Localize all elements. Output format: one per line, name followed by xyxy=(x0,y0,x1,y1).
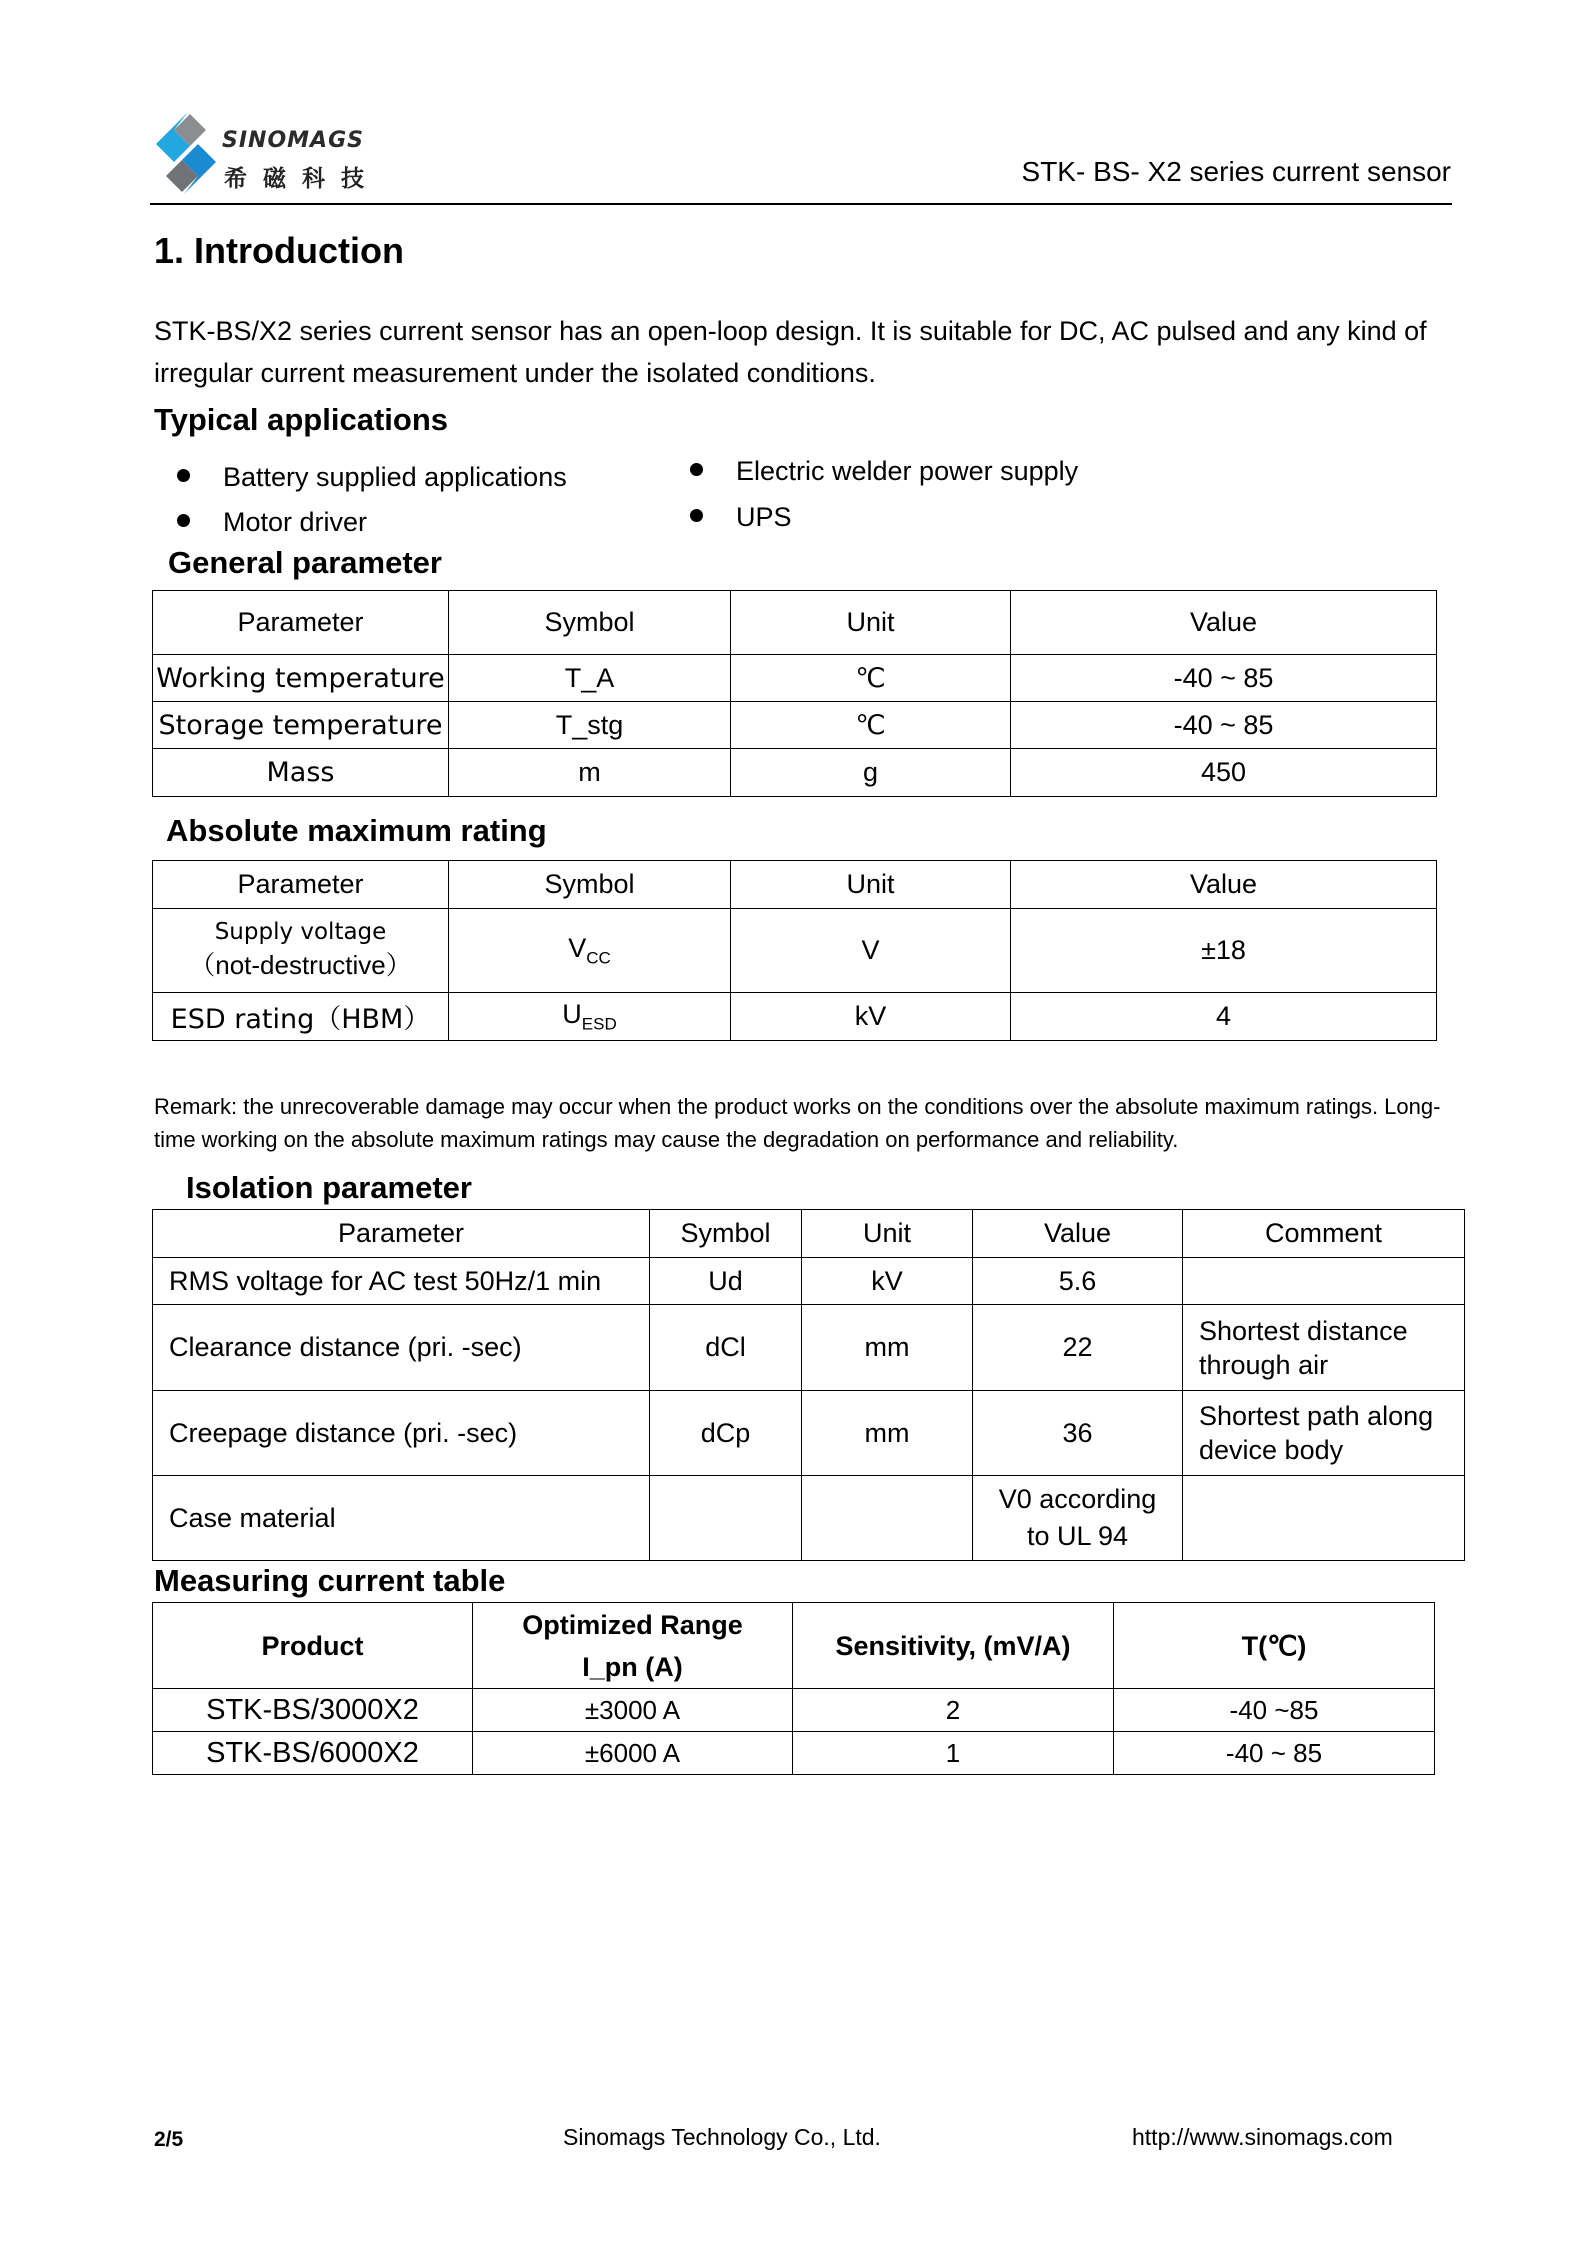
table-row xyxy=(153,1732,1435,1775)
list-item: Motor driver xyxy=(223,507,367,538)
table-header-cell: Value xyxy=(973,1210,1183,1258)
table-header-cell: Sensitivity, (mV/A) xyxy=(793,1603,1114,1689)
section-title: 1. Introduction xyxy=(154,230,404,271)
table-cell: ℃ xyxy=(731,702,1011,749)
table-header-cell: Parameter xyxy=(153,1210,650,1258)
table-cell xyxy=(650,1476,802,1561)
table-cell: ±6000 A xyxy=(473,1732,793,1775)
table-header-cell: Unit xyxy=(802,1210,973,1258)
table-cell: $V_{CC}$ xyxy=(449,909,731,993)
table-cell: kV xyxy=(731,993,1011,1041)
list-item: UPS xyxy=(736,502,792,533)
intro-paragraph: STK-BS/X2 series current sensor has an open-loop design. It is suitable for DC, AC pulsed and any kind of irregular current measurement under the isolated conditions. xyxy=(154,316,1427,388)
logo-chinese-name: 希磁科技 xyxy=(224,166,380,192)
bullet-icon xyxy=(690,463,703,476)
table-cell: Clearance distance (pri. -sec) xyxy=(153,1305,650,1391)
table-header-cell: Parameter xyxy=(153,861,449,909)
footer-url[interactable]: http://www.sinomags.com xyxy=(1132,2124,1393,2150)
table-cell: -40 ~85 xyxy=(1114,1689,1435,1732)
header-divider xyxy=(150,203,1452,205)
table-row xyxy=(153,909,1437,993)
absolute-maximum-title: Absolute maximum rating xyxy=(166,813,547,848)
table-header-cell: Symbol xyxy=(449,861,731,909)
document-title: STK- BS- X2 series current sensor xyxy=(1021,156,1451,187)
table-cell: dCl xyxy=(650,1305,802,1391)
isolation-parameter-table xyxy=(152,1209,1465,1561)
table-cell: 22 xyxy=(973,1305,1183,1391)
table-header-row xyxy=(153,861,1437,909)
table-cell: 36 xyxy=(973,1391,1183,1476)
absolute-maximum-table xyxy=(152,860,1437,1041)
table-row xyxy=(153,993,1437,1041)
measuring-table-title: Measuring current table xyxy=(154,1563,506,1598)
table-cell: RMS voltage for AC test 50Hz/1 min xyxy=(153,1258,650,1305)
table-header-cell: Unit xyxy=(731,861,1011,909)
logo-name: SINOMAGS xyxy=(222,128,364,153)
measuring-current-table xyxy=(152,1602,1435,1775)
table-cell: T_A xyxy=(449,655,731,702)
table-row xyxy=(153,1476,1465,1561)
table-cell: 5.6 xyxy=(973,1258,1183,1305)
table-cell: 2 xyxy=(793,1689,1114,1732)
table-header-cell: Parameter xyxy=(153,591,449,655)
footer-company: Sinomags Technology Co., Ltd. xyxy=(563,2124,881,2150)
table-header-cell: T(℃) xyxy=(1114,1603,1435,1689)
table-cell: $U_{ESD}$ xyxy=(449,993,731,1041)
table-cell: Case material xyxy=(153,1476,650,1561)
table-header-cell: Product xyxy=(153,1603,473,1689)
list-item: Battery supplied applications xyxy=(223,462,567,493)
table-cell: m xyxy=(449,749,731,797)
table-row xyxy=(153,749,1437,797)
remark-text: Remark: the unrecoverable damage may occur when the product works on the conditions over the absolute maximum ratings. Long-time working on the absolute maximum ratings may cause the degradation on performance and reliability. xyxy=(154,1094,1441,1152)
table-header-cell: Value xyxy=(1011,861,1437,909)
table-cell: V0 according to UL 94 xyxy=(973,1476,1183,1561)
table-cell: ℃ xyxy=(731,655,1011,702)
table-header-cell: Symbol xyxy=(650,1210,802,1258)
table-cell: dCp xyxy=(650,1391,802,1476)
bullet-icon xyxy=(177,514,190,527)
page-number: 2/5 xyxy=(154,2128,184,2151)
table-cell: V xyxy=(731,909,1011,993)
table-header-cell: Unit xyxy=(731,591,1011,655)
table-cell: ±18 xyxy=(1011,909,1437,993)
table-cell: Supply voltage （not-destructive） xyxy=(153,909,449,993)
table-header-cell: Comment xyxy=(1183,1210,1465,1258)
table-cell: ESD rating（HBM） xyxy=(153,993,449,1041)
table-cell: Ud xyxy=(650,1258,802,1305)
table-cell: Shortest distance through air xyxy=(1183,1305,1465,1391)
table-cell: -40 ~ 85 xyxy=(1114,1732,1435,1775)
table-header-cell: Value xyxy=(1011,591,1437,655)
table-header-row xyxy=(153,1210,1465,1258)
list-item: Electric welder power supply xyxy=(736,456,1078,487)
table-cell: mm xyxy=(802,1391,973,1476)
table-cell xyxy=(1183,1476,1465,1561)
table-header-cell: Symbol xyxy=(449,591,731,655)
table-cell: Working temperature xyxy=(153,655,449,702)
table-cell xyxy=(802,1476,973,1561)
table-cell: g xyxy=(731,749,1011,797)
table-cell: Creepage distance (pri. -sec) xyxy=(153,1391,650,1476)
table-row xyxy=(153,702,1437,749)
table-cell: -40 ~ 85 xyxy=(1011,702,1437,749)
company-logo xyxy=(150,108,400,198)
table-cell: STK-BS/6000X2 xyxy=(153,1732,473,1775)
table-cell: -40 ~ 85 xyxy=(1011,655,1437,702)
table-cell: kV xyxy=(802,1258,973,1305)
table-cell: Storage temperature xyxy=(153,702,449,749)
table-cell xyxy=(1183,1258,1465,1305)
table-cell: 450 xyxy=(1011,749,1437,797)
table-row xyxy=(153,1258,1465,1305)
table-row xyxy=(153,1305,1465,1391)
table-cell: mm xyxy=(802,1305,973,1391)
table-cell: Mass xyxy=(153,749,449,797)
general-parameter-table xyxy=(152,590,1437,797)
general-parameter-title: General parameter xyxy=(168,545,442,580)
table-header-row xyxy=(153,591,1437,655)
table-header-row xyxy=(153,1603,1435,1689)
table-row xyxy=(153,655,1437,702)
table-cell: 1 xyxy=(793,1732,1114,1775)
bullet-icon xyxy=(690,509,703,522)
table-cell: T_stg xyxy=(449,702,731,749)
isolation-parameter-title: Isolation parameter xyxy=(186,1170,472,1205)
table-cell: 4 xyxy=(1011,993,1437,1041)
typical-applications-title: Typical applications xyxy=(154,402,449,437)
table-cell: STK-BS/3000X2 xyxy=(153,1689,473,1732)
table-header-cell: Optimized Range I_pn (A) xyxy=(473,1603,793,1689)
table-row xyxy=(153,1689,1435,1732)
bullet-icon xyxy=(177,469,190,482)
table-row xyxy=(153,1391,1465,1476)
table-cell: Shortest path along device body xyxy=(1183,1391,1465,1476)
logo-mark-icon xyxy=(150,108,222,198)
table-cell: ±3000 A xyxy=(473,1689,793,1732)
